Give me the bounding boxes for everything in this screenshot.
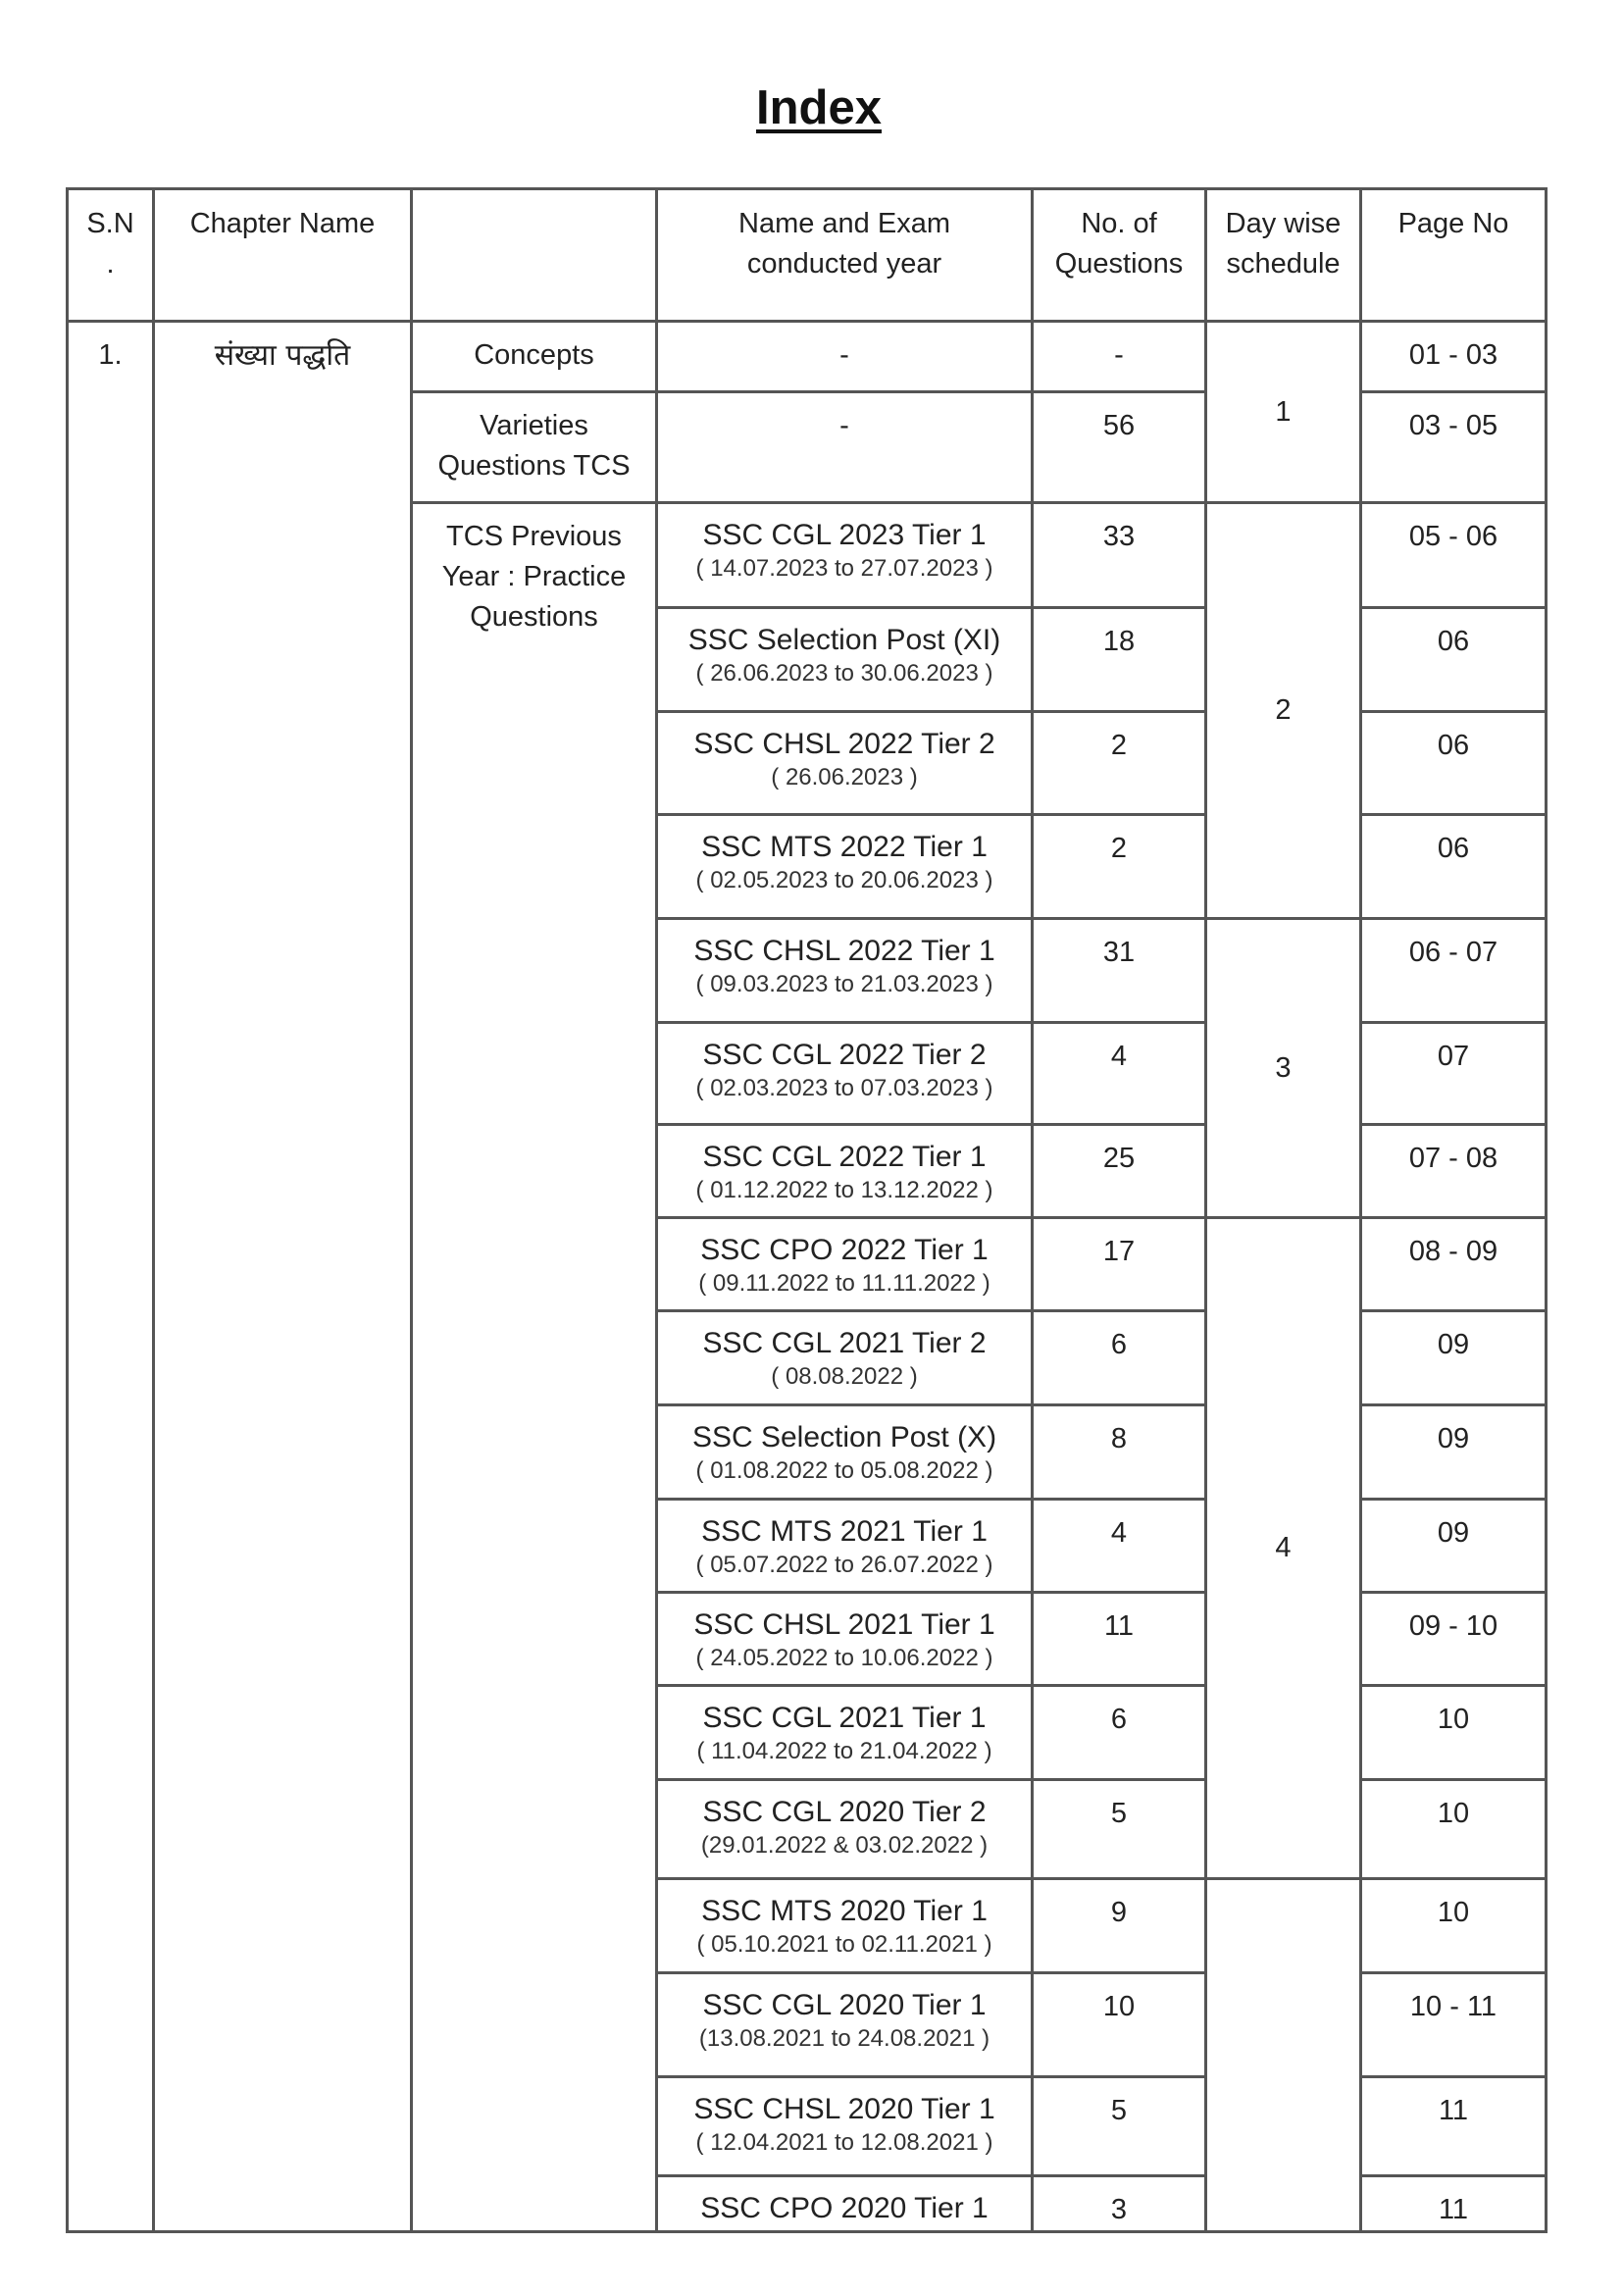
exam-date: ( 05.10.2021 to 02.11.2021 )	[696, 1931, 992, 1958]
exam-name: SSC CGL 2021 Tier 1	[702, 1702, 987, 1734]
exam-questions: 9	[1033, 1879, 1206, 1973]
exam-date: ( 02.03.2023 to 07.03.2023 )	[695, 1075, 993, 1101]
exam-page: 09	[1361, 1405, 1547, 1500]
exam-name-cell	[657, 1686, 1033, 1780]
exam-page: 07 - 08	[1361, 1125, 1547, 1218]
section-varieties: Varieties Questions TCS	[412, 392, 657, 503]
exam-page: 09	[1361, 1311, 1547, 1405]
index-table	[66, 187, 1548, 2233]
header-day-schedule: Day wise schedule	[1206, 189, 1361, 322]
exam-date: ( 02.05.2023 to 20.06.2023 )	[695, 867, 993, 893]
exam-date: ( 14.07.2023 to 27.07.2023 )	[695, 555, 993, 582]
exam-name-cell	[657, 608, 1033, 712]
exam-questions: 4	[1033, 1500, 1206, 1593]
exam-page: 10	[1361, 1686, 1547, 1780]
exam-date: (13.08.2021 to 24.08.2021 )	[698, 2025, 990, 2052]
exam-name: SSC CGL 2021 Tier 2	[702, 1327, 987, 1359]
varieties-exam: -	[657, 392, 1033, 503]
day-schedule-cell: 1	[1206, 322, 1361, 503]
exam-name-cell	[657, 1593, 1033, 1686]
exam-name-cell	[657, 1879, 1033, 1973]
exam-page: 08 - 09	[1361, 1218, 1547, 1311]
exam-page: 09	[1361, 1500, 1547, 1593]
exam-questions: 3	[1033, 2176, 1206, 2232]
exam-page: 06	[1361, 815, 1547, 919]
exam-page: 10	[1361, 1879, 1547, 1973]
exam-name-cell	[657, 1405, 1033, 1500]
exam-date: ( 01.12.2022 to 13.12.2022 )	[695, 1177, 993, 1203]
section-concepts: Concepts	[412, 322, 657, 392]
exam-name: SSC CHSL 2022 Tier 1	[693, 935, 995, 967]
exam-name-cell	[657, 1311, 1033, 1405]
exam-name-cell	[657, 1125, 1033, 1218]
exam-questions: 6	[1033, 1686, 1206, 1780]
exam-name: SSC Selection Post (X)	[691, 1421, 997, 1453]
exam-page: 06 - 07	[1361, 919, 1547, 1023]
exam-name: SSC CGL 2023 Tier 1	[702, 519, 987, 551]
exam-page: 07	[1361, 1023, 1547, 1125]
exam-name-cell	[657, 1023, 1033, 1125]
exam-name: SSC CHSL 2021 Tier 1	[693, 1608, 995, 1641]
header-no-of-questions: No. of Questions	[1033, 189, 1206, 322]
exam-questions: 8	[1033, 1405, 1206, 1500]
header-blank	[412, 189, 657, 322]
exam-name: SSC CPO 2022 Tier 1	[700, 1234, 989, 1266]
exam-page: 10	[1361, 1780, 1547, 1879]
exam-questions: 6	[1033, 1311, 1206, 1405]
varieties-page: 03 - 05	[1361, 392, 1547, 503]
exam-name: SSC MTS 2022 Tier 1	[701, 831, 988, 863]
varieties-questions: 56	[1033, 392, 1206, 503]
exam-date: ( 11.04.2022 to 21.04.2022 )	[696, 1738, 992, 1764]
day-schedule-cell: 4	[1206, 1218, 1361, 1879]
exam-page: 06	[1361, 712, 1547, 815]
exam-name-cell	[657, 815, 1033, 919]
exam-name: SSC MTS 2021 Tier 1	[701, 1515, 988, 1548]
exam-questions: 31	[1033, 919, 1206, 1023]
exam-page: 09 - 10	[1361, 1593, 1547, 1686]
exam-questions: 2	[1033, 712, 1206, 815]
concepts-page: 01 - 03	[1361, 322, 1547, 392]
exam-name-cell	[657, 503, 1033, 608]
header-sn: S.N .	[68, 189, 154, 322]
concepts-exam: -	[657, 322, 1033, 392]
exam-name: SSC CHSL 2022 Tier 2	[693, 728, 995, 760]
exam-name: SSC Selection Post (XI)	[687, 624, 1001, 656]
exam-page: 10 - 11	[1361, 1973, 1547, 2077]
exam-name-cell	[657, 1500, 1033, 1593]
header-chapter-name: Chapter Name	[154, 189, 412, 322]
exam-questions: 18	[1033, 608, 1206, 712]
exam-name: SSC CGL 2020 Tier 2	[702, 1796, 987, 1828]
exam-date: ( 09.11.2022 to 11.11.2022 )	[698, 1270, 990, 1297]
exam-questions: 33	[1033, 503, 1206, 608]
exam-date: ( 08.08.2022 )	[771, 1363, 918, 1390]
exam-date: ( 09.03.2023 to 21.03.2023 )	[695, 971, 993, 997]
exam-questions: 10	[1033, 1973, 1206, 2077]
day-schedule-cell: 3	[1206, 919, 1361, 1218]
exam-name: SSC MTS 2020 Tier 1	[701, 1895, 988, 1927]
day-schedule-cell	[1206, 1879, 1361, 2232]
exam-questions: 5	[1033, 2077, 1206, 2176]
exam-name-cell	[657, 1973, 1033, 2077]
exam-name-cell	[657, 2176, 1033, 2232]
section-tcs-previous: TCS Previous Year : Practice Questions	[412, 503, 657, 2232]
exam-name: SSC CGL 2022 Tier 2	[702, 1039, 987, 1071]
exam-date: ( 01.08.2022 to 05.08.2022 )	[695, 1457, 993, 1484]
header-exam-name: Name and Exam conducted year	[657, 189, 1033, 322]
exam-name: SSC CHSL 2020 Tier 1	[693, 2093, 995, 2125]
concepts-questions: -	[1033, 322, 1206, 392]
exam-name-cell	[657, 1218, 1033, 1311]
exam-page: 11	[1361, 2176, 1547, 2232]
exam-name-cell	[657, 2077, 1033, 2176]
page-title: Index	[756, 81, 882, 134]
exam-date: ( 05.07.2022 to 26.07.2022 )	[695, 1552, 993, 1578]
exam-name-cell	[657, 712, 1033, 815]
header-page-no: Page No	[1361, 189, 1547, 322]
exam-name: SSC CGL 2020 Tier 1	[702, 1989, 987, 2021]
exam-date: ( 26.06.2023 )	[771, 764, 918, 790]
exam-page: 05 - 06	[1361, 503, 1547, 608]
exam-page: 11	[1361, 2077, 1547, 2176]
exam-date: (29.01.2022 & 03.02.2022 )	[700, 1832, 989, 1859]
exam-questions: 25	[1033, 1125, 1206, 1218]
exam-date: ( 24.05.2022 to 10.06.2022 )	[695, 1645, 993, 1671]
exam-page: 06	[1361, 608, 1547, 712]
exam-questions: 11	[1033, 1593, 1206, 1686]
chapter-name: संख्या पद्धति	[154, 322, 412, 2232]
day-schedule-cell: 2	[1206, 503, 1361, 919]
exam-name-cell	[657, 919, 1033, 1023]
chapter-sn: 1.	[68, 322, 154, 2232]
exam-name: SSC CPO 2020 Tier 1	[700, 2192, 989, 2224]
exam-date: ( 12.04.2021 to 12.08.2021 )	[695, 2129, 993, 2156]
exam-questions: 4	[1033, 1023, 1206, 1125]
exam-questions: 17	[1033, 1218, 1206, 1311]
exam-name: SSC CGL 2022 Tier 1	[702, 1141, 987, 1173]
exam-questions: 2	[1033, 815, 1206, 919]
exam-name-cell	[657, 1780, 1033, 1879]
exam-date: ( 26.06.2023 to 30.06.2023 )	[695, 660, 993, 687]
exam-questions: 5	[1033, 1780, 1206, 1879]
